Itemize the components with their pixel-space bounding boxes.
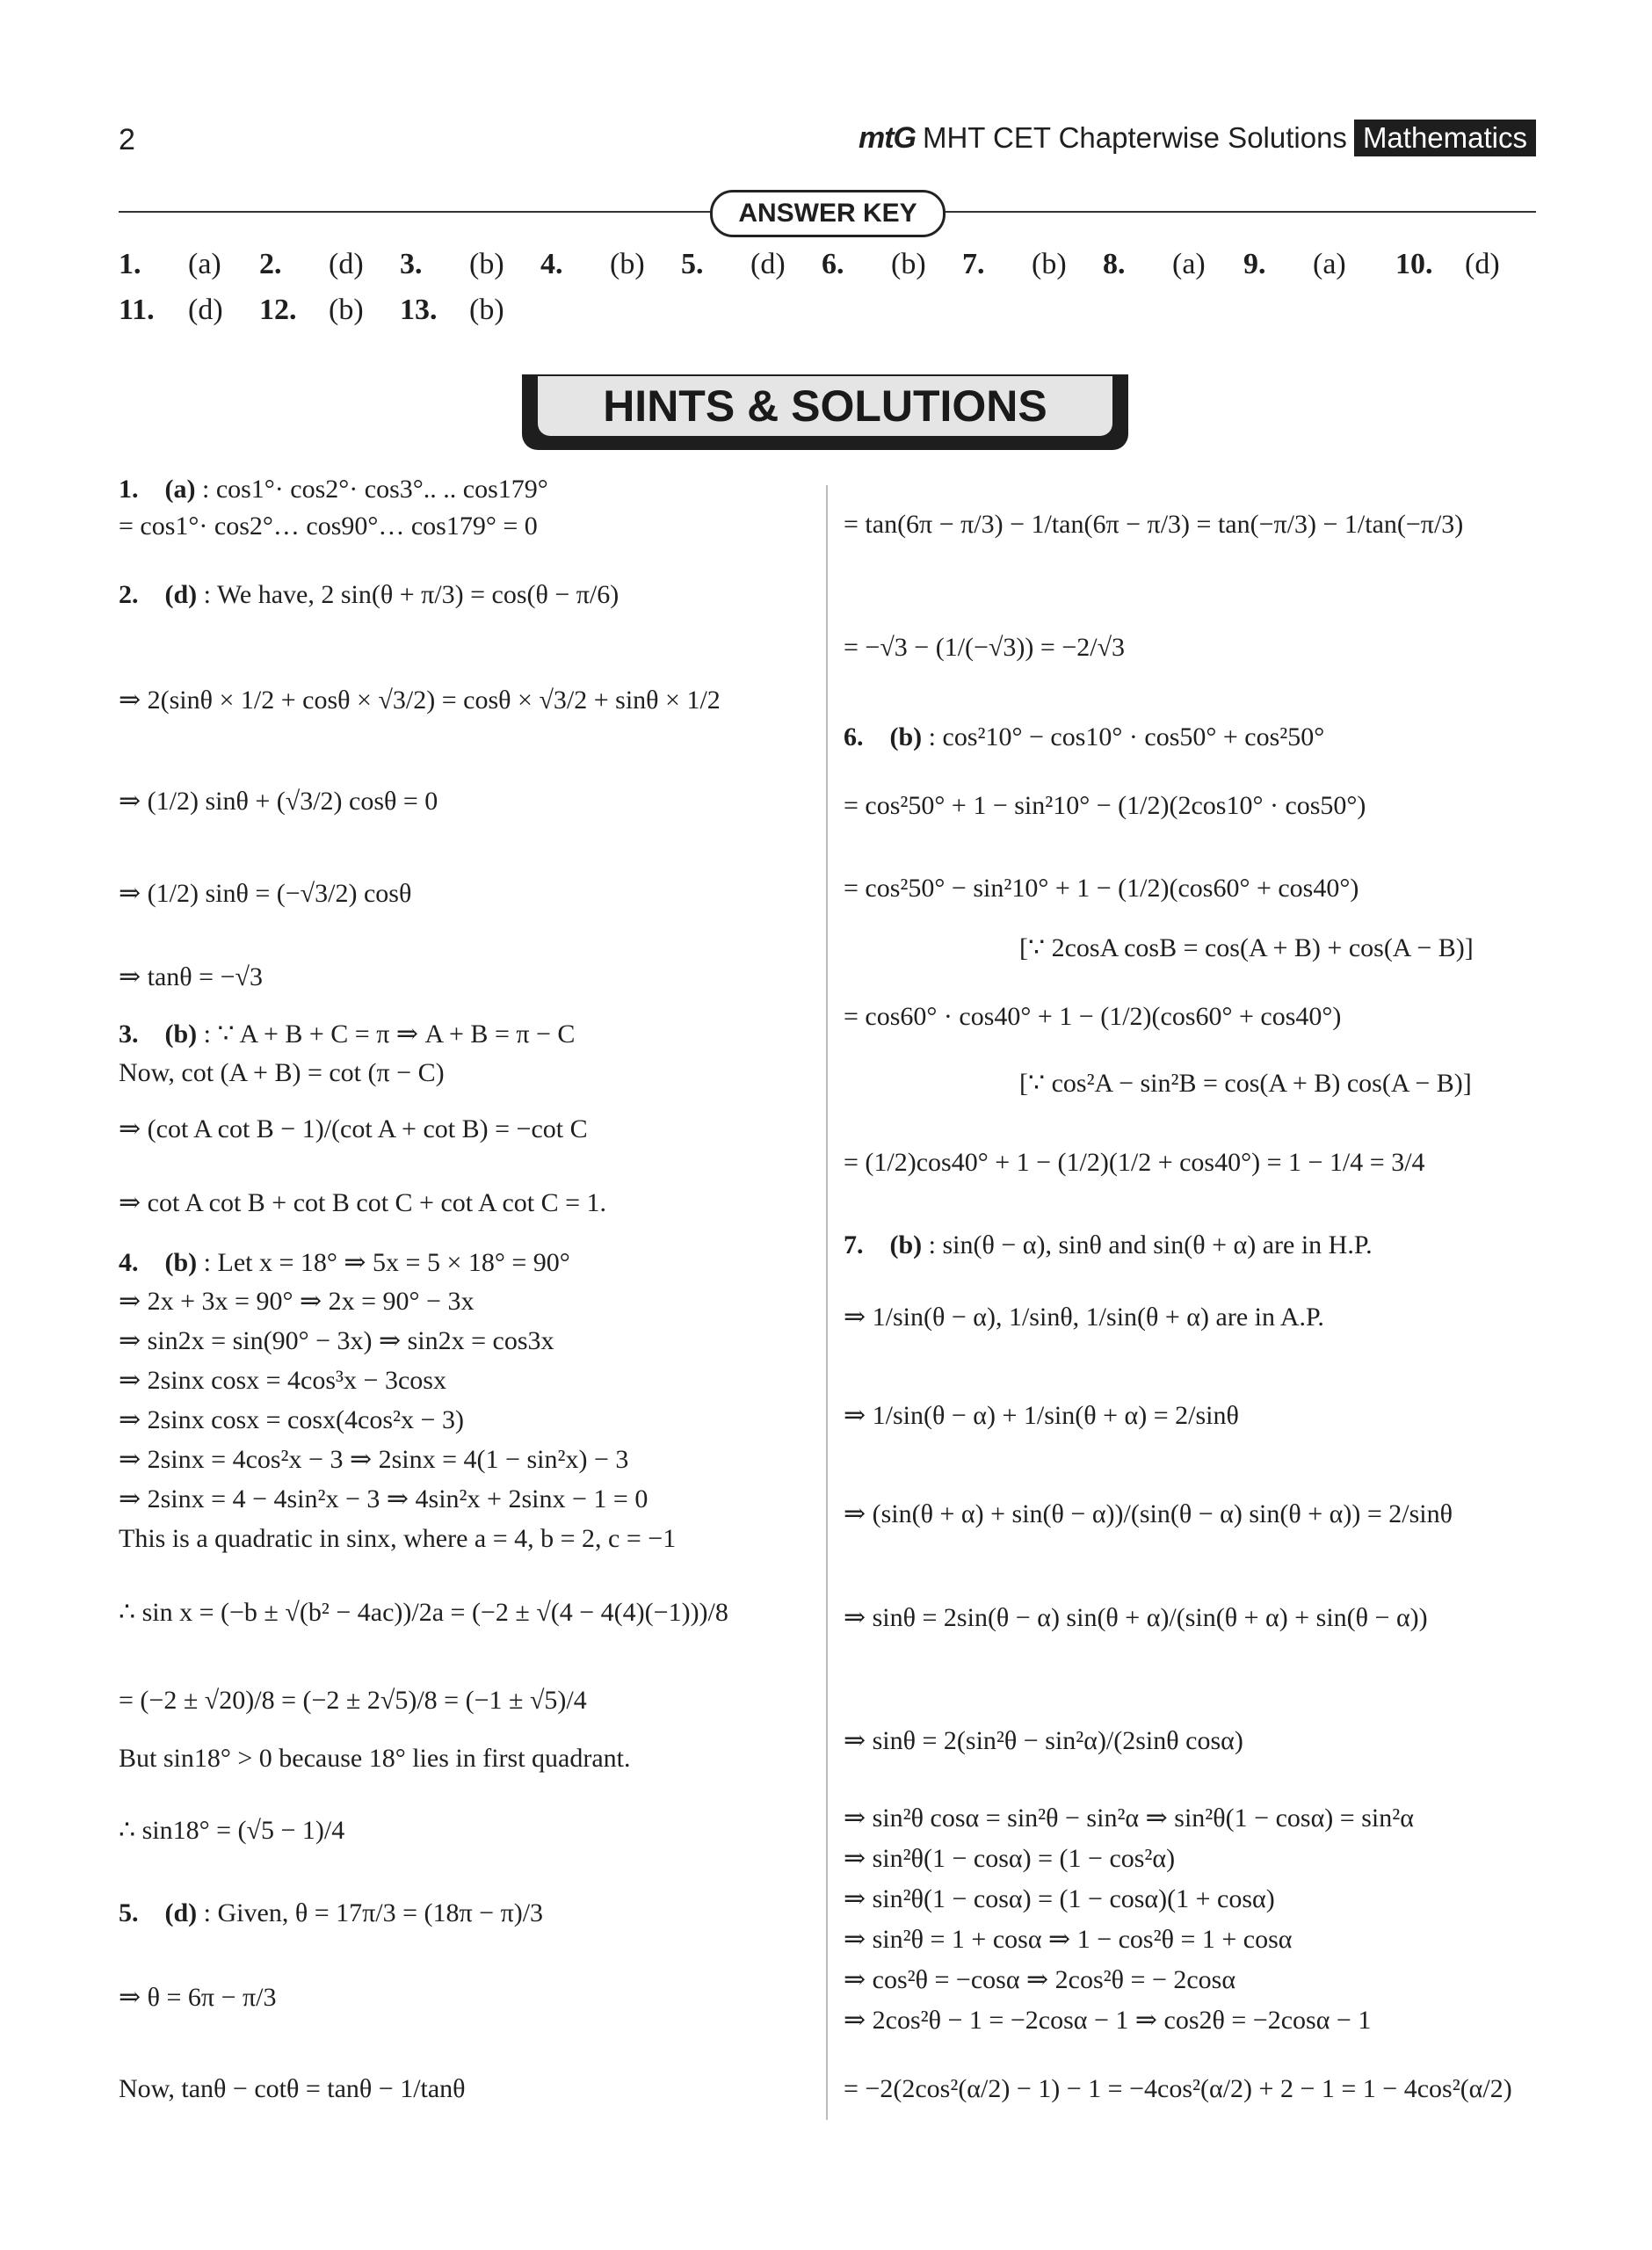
answer-item: 2. (d) (259, 248, 364, 280)
solution-3-line: 3. (b) : ∵ A + B + C = π ⇒ A + B = π − C (119, 1020, 576, 1049)
answer-item: 12. (b) (259, 294, 364, 326)
solution-6-line: = cos²50° − sin²10° + 1 − (1/2)(cos60° + cos40°) (844, 874, 1359, 903)
solution-7-line: ⇒ sin²θ(1 − cosα) = (1 − cos²α) (844, 1844, 1176, 1873)
solution-5-continued-line: = −√3 − (1/(−√3)) = −2/√3 (844, 633, 1126, 662)
solution-2-line: ⇒ (1/2) sinθ = (−√3/2) cosθ (119, 879, 412, 908)
solution-2-line: ⇒ (1/2) sinθ + (√3/2) cosθ = 0 (119, 787, 438, 816)
solution-7-line: ⇒ sinθ = 2(sin²θ − sin²α)/(2sinθ cosα) (844, 1726, 1243, 1755)
solution-4-line: ∴ sin x = (−b ± √(b² − 4ac))/2a = (−2 ± √(4 − 4(4)(−1)))/8 (119, 1598, 728, 1627)
solution-4-line: 4. (b) : Let x = 18° ⇒ 5x = 5 × 18° = 90° (119, 1248, 570, 1277)
solution-2-line: ⇒ tanθ = −√3 (119, 962, 263, 991)
answer-item: 10. (d) (1395, 248, 1500, 280)
solution-3-line: ⇒ cot A cot B + cot B cot C + cot A cot C = 1. (119, 1188, 607, 1217)
answer-item: 3. (b) (400, 248, 504, 280)
solution-7-line: ⇒ cos²θ = −cosα ⇒ 2cos²θ = − 2cosα (844, 1965, 1236, 1994)
answer-item: 7. (b) (962, 248, 1067, 280)
solution-6-line: = cos60° · cos40° + 1 − (1/2)(cos60° + cos40°) (844, 1002, 1342, 1031)
answer-item: 1. (a) (119, 248, 221, 280)
answer-item: 8. (a) (1103, 248, 1206, 280)
solution-7-line: ⇒ sin²θ(1 − cosα) = (1 − cosα)(1 + cosα) (844, 1884, 1275, 1913)
solution-4-line: ⇒ 2x + 3x = 90° ⇒ 2x = 90° − 3x (119, 1287, 475, 1316)
solution-7-line: ⇒ sinθ = 2sin(θ − α) sin(θ + α)/(sin(θ + α) + sin(θ − α)) (844, 1603, 1428, 1632)
solution-7-line: ⇒ sin²θ cosα = sin²θ − sin²α ⇒ sin²θ(1 − cosα) = sin²α (844, 1804, 1414, 1833)
answer-item: 9. (a) (1243, 248, 1346, 280)
solution-3-line: ⇒ (cot A cot B − 1)/(cot A + cot B) = −cot C (119, 1114, 588, 1143)
subject-tag: Mathematics (1354, 120, 1536, 156)
solution-4-line: But sin18° > 0 because 18° lies in first quadrant. (119, 1744, 631, 1773)
solution-2-line: 2. (d) : We have, 2 sin(θ + π/3) = cos(θ − π/6) (119, 580, 620, 609)
solution-5-line: Now, tanθ − cotθ = tanθ − 1/tanθ (119, 2074, 466, 2103)
solution-7-line: ⇒ sin²θ = 1 + cosα ⇒ 1 − cos²θ = 1 + cosα (844, 1925, 1293, 1954)
solution-5-line: 5. (d) : Given, θ = 17π/3 = (18π − π)/3 (119, 1898, 544, 1927)
solution-6-line: [∵ 2cosA cosB = cos(A + B) + cos(A − B)] (1019, 933, 1474, 962)
solution-3-line: Now, cot (A + B) = cot (π − C) (119, 1058, 445, 1087)
running-head (859, 120, 1536, 156)
solution-4-line: ⇒ 2sinx cosx = 4cos³x − 3cosx (119, 1366, 446, 1395)
solution-7-line: 7. (b) : sin(θ − α), sinθ and sin(θ + α) are in H.P. (844, 1230, 1373, 1259)
solution-4-line: ⇒ 2sinx cosx = cosx(4cos²x − 3) (119, 1405, 464, 1434)
solution-7-line: = −2(2cos²(α/2) − 1) − 1 = −4cos²(α/2) + 2 − 1 = 1 − 4cos²(α/2) (844, 2074, 1512, 2103)
brand-logo: mtG (858, 120, 916, 155)
book-title: MHT CET Chapterwise Solutions (922, 121, 1347, 154)
page-number: 2 (119, 123, 135, 156)
solution-1-line: = cos1°· cos2°… cos90°… cos179° = 0 (119, 512, 538, 541)
solution-4-line: ⇒ 2sinx = 4cos²x − 3 ⇒ 2sinx = 4(1 − sin²x) − 3 (119, 1445, 629, 1474)
answer-item: 6. (b) (822, 248, 926, 280)
solution-1-line: 1. (a) : cos1°· cos2°· cos3°.. .. cos179° (119, 475, 548, 504)
column-divider (826, 485, 828, 2120)
answer-key-title: ANSWER KEY (710, 190, 946, 237)
solution-4-line: ⇒ 2sinx = 4 − 4sin²x − 3 ⇒ 4sin²x + 2sinx − 1 = 0 (119, 1484, 648, 1513)
solution-5-line: ⇒ θ = 6π − π/3 (119, 1983, 277, 2012)
solution-4-line: = (−2 ± √20)/8 = (−2 ± 2√5)/8 = (−1 ± √5)/4 (119, 1686, 587, 1715)
solution-6-line: = cos²50° + 1 − sin²10° − (1/2)(2cos10° · cos50°) (844, 791, 1366, 820)
answer-item: 11. (d) (119, 294, 223, 326)
solution-2-line: ⇒ 2(sinθ × 1/2 + cosθ × √3/2) = cosθ × √3/2 + sinθ × 1/2 (119, 686, 721, 715)
answer-item: 5. (d) (681, 248, 786, 280)
solution-7-line: ⇒ (sin(θ + α) + sin(θ − α))/(sin(θ − α) sin(θ + α)) = 2/sinθ (844, 1499, 1453, 1528)
solution-7-line: ⇒ 1/sin(θ − α), 1/sinθ, 1/sin(θ + α) are in A.P. (844, 1303, 1324, 1332)
solution-4-line: ⇒ sin2x = sin(90° − 3x) ⇒ sin2x = cos3x (119, 1326, 554, 1355)
solution-7-line: ⇒ 1/sin(θ − α) + 1/sin(θ + α) = 2/sinθ (844, 1401, 1239, 1430)
solution-4-line: ∴ sin18° = (√5 − 1)/4 (119, 1816, 345, 1845)
answer-item: 4. (b) (540, 248, 645, 280)
solution-7-line: ⇒ 2cos²θ − 1 = −2cosα − 1 ⇒ cos2θ = −2cosα − 1 (844, 2006, 1372, 2035)
solution-6-line: = (1/2)cos40° + 1 − (1/2)(1/2 + cos40°) = 1 − 1/4 = 3/4 (844, 1148, 1425, 1177)
solution-6-line: [∵ cos²A − sin²B = cos(A + B) cos(A − B)] (1019, 1069, 1472, 1098)
solutions-banner-title: HINTS & SOLUTIONS (538, 376, 1112, 436)
solution-4-line: This is a quadratic in sinx, where a = 4, b = 2, c = −1 (119, 1524, 677, 1553)
solution-5-continued-line: = tan(6π − π/3) − 1/tan(6π − π/3) = tan(−π/3) − 1/tan(−π/3) (844, 510, 1464, 539)
solution-6-line: 6. (b) : cos²10° − cos10° · cos50° + cos²50° (844, 722, 1325, 751)
answer-item: 13. (b) (400, 294, 504, 326)
